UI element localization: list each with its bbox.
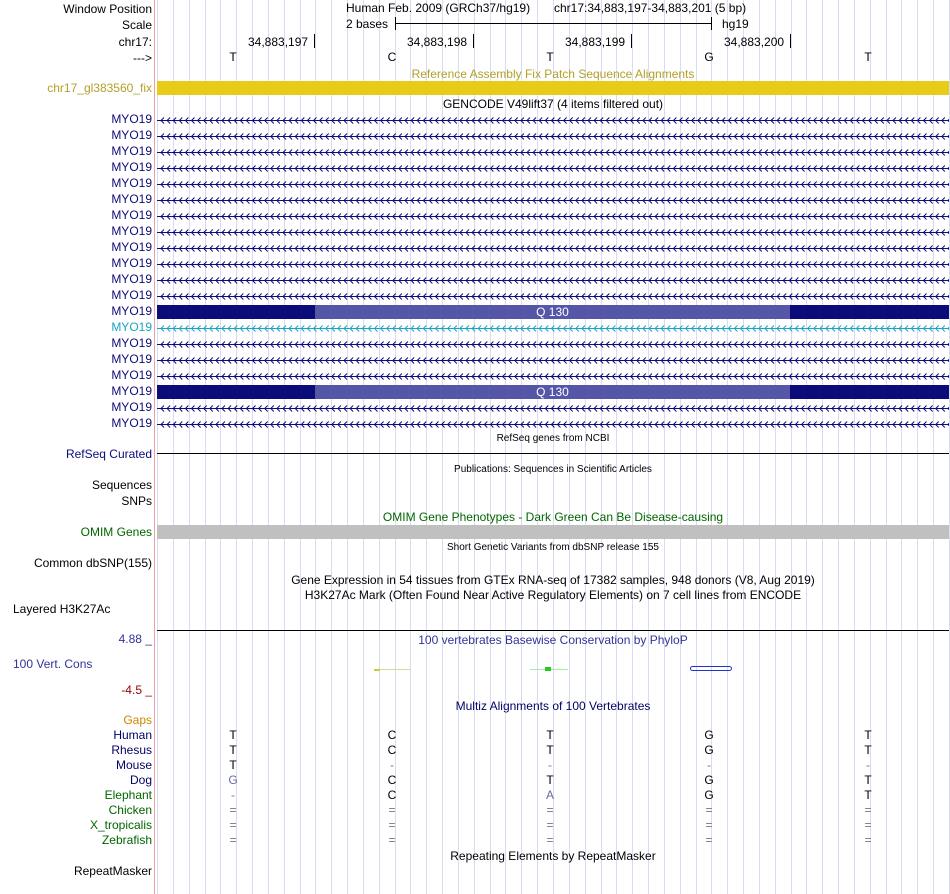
aligned-base: = bbox=[705, 833, 713, 847]
aligned-base: T bbox=[864, 728, 872, 742]
gencode-transcript-line[interactable] bbox=[157, 322, 949, 334]
scale-db: hg19 bbox=[722, 17, 749, 31]
species-label[interactable]: Chicken bbox=[108, 803, 152, 817]
omim-label[interactable]: OMIM Genes bbox=[80, 525, 152, 539]
aligned-base: = bbox=[705, 803, 713, 817]
scale-label: Scale bbox=[121, 18, 152, 32]
gencode-transcript-line[interactable] bbox=[157, 274, 949, 286]
gencode-transcript-line[interactable] bbox=[157, 114, 949, 126]
coord-tick-2 bbox=[473, 34, 474, 48]
ref-base-5: T bbox=[864, 50, 872, 64]
assembly-text: Human Feb. 2009 (GRCh37/hg19) bbox=[346, 1, 531, 15]
species-label[interactable]: X_tropicalis bbox=[89, 818, 152, 832]
gencode-gene-label[interactable]: MYO19 bbox=[111, 176, 152, 190]
gencode-exon-block[interactable] bbox=[157, 305, 949, 319]
gencode-transcript-line[interactable] bbox=[157, 370, 949, 382]
aligned-base: = bbox=[705, 818, 713, 832]
gencode-gene-label[interactable]: MYO19 bbox=[111, 160, 152, 174]
coord-tick-4 bbox=[790, 34, 791, 48]
phylop-label[interactable]: 100 Vert. Cons bbox=[13, 657, 93, 671]
gencode-transcript-line[interactable] bbox=[157, 146, 949, 158]
species-label[interactable]: Rhesus bbox=[111, 743, 152, 757]
aligned-base: = bbox=[229, 833, 237, 847]
gencode-transcript-line[interactable] bbox=[157, 242, 949, 254]
gencode-gene-label[interactable]: MYO19 bbox=[111, 144, 152, 158]
gencode-transcript-line[interactable] bbox=[157, 402, 949, 414]
fix-patch-label[interactable]: chr17_gl383560_fix bbox=[47, 81, 152, 95]
aligned-base: - bbox=[548, 758, 552, 772]
gencode-gene-label[interactable]: MYO19 bbox=[111, 208, 152, 222]
gencode-gene-label[interactable]: MYO19 bbox=[111, 192, 152, 206]
gencode-track-title[interactable]: GENCODE V49lift37 (4 items filtered out) bbox=[442, 97, 664, 111]
species-label[interactable]: Elephant bbox=[104, 788, 152, 802]
fix-patch-alignment-bar[interactable] bbox=[157, 81, 949, 95]
gencode-transcript-line[interactable] bbox=[157, 194, 949, 206]
refseq-gene-line[interactable] bbox=[157, 453, 949, 454]
aligned-base: = bbox=[546, 803, 554, 817]
gencode-gene-label[interactable]: MYO19 bbox=[111, 304, 152, 318]
position-text: chr17:34,883,197-34,883,201 (5 bp) bbox=[554, 1, 747, 15]
phylop-score-mark-4 bbox=[545, 667, 551, 671]
gencode-exon-block[interactable] bbox=[157, 385, 949, 399]
aligned-base: T bbox=[864, 743, 872, 757]
aligned-base: G bbox=[704, 788, 714, 802]
gencode-transcript-line[interactable] bbox=[157, 258, 949, 270]
aligned-base: T bbox=[546, 773, 554, 787]
ref-base-4: G bbox=[704, 50, 714, 64]
scale-bar-right-tick bbox=[711, 17, 712, 30]
gencode-transcript-line[interactable] bbox=[157, 130, 949, 142]
refseq-track-title[interactable]: RefSeq genes from NCBI bbox=[496, 433, 610, 444]
dbsnp-label[interactable]: Common dbSNP(155) bbox=[33, 556, 152, 570]
aligned-base: - bbox=[866, 758, 870, 772]
publications-track-title[interactable]: Publications: Sequences in Scientific Articles bbox=[454, 464, 652, 475]
aligned-base: T bbox=[546, 743, 554, 757]
gencode-transcript-line[interactable] bbox=[157, 290, 949, 302]
phylop-score-mark-5 bbox=[690, 666, 732, 671]
coord-tick-3 bbox=[631, 34, 632, 48]
scale-text: 2 bases bbox=[346, 17, 389, 31]
species-label[interactable]: Mouse bbox=[115, 758, 152, 772]
coord-3: 34,883,199 bbox=[565, 35, 626, 49]
aligned-base: C bbox=[387, 728, 397, 742]
gencode-gene-label[interactable]: MYO19 bbox=[111, 336, 152, 350]
aligned-base: - bbox=[231, 788, 235, 802]
aligned-base: = bbox=[229, 803, 237, 817]
gencode-gene-label[interactable]: MYO19 bbox=[111, 112, 152, 126]
gencode-gene-label[interactable]: MYO19 bbox=[111, 288, 152, 302]
aligned-base: T bbox=[229, 728, 237, 742]
gencode-transcript-line[interactable] bbox=[157, 338, 949, 350]
aligned-base: T bbox=[864, 773, 872, 787]
gaps-label[interactable]: Gaps bbox=[123, 713, 152, 727]
coord-4: 34,883,200 bbox=[724, 35, 785, 49]
aligned-base: - bbox=[390, 758, 394, 772]
gencode-gene-label[interactable]: MYO19 bbox=[111, 400, 152, 414]
aligned-base: C bbox=[387, 773, 397, 787]
scale-bar-left-tick bbox=[395, 17, 396, 30]
window-position-label: Window Position bbox=[63, 2, 152, 16]
aligned-base: G bbox=[704, 773, 714, 787]
aligned-base: T bbox=[546, 728, 554, 742]
gtex-track-title[interactable]: Gene Expression in 54 tissues from GTEx RNA-seq of 17382 samples, 948 donors (V8, Aug 2019) bbox=[291, 573, 815, 587]
aligned-base: = bbox=[864, 833, 872, 847]
gencode-gene-label[interactable]: MYO19 bbox=[111, 368, 152, 382]
gencode-gene-label[interactable]: MYO19 bbox=[111, 384, 152, 398]
aligned-base: = bbox=[546, 833, 554, 847]
snps-label[interactable]: SNPs bbox=[121, 494, 152, 508]
species-label[interactable]: Human bbox=[113, 728, 152, 742]
scale-bar bbox=[395, 23, 712, 24]
coord-2: 34,883,198 bbox=[407, 35, 468, 49]
gencode-transcript-line[interactable] bbox=[157, 354, 949, 366]
aligned-base: - bbox=[707, 758, 711, 772]
h3k27ac-baseline bbox=[157, 630, 949, 631]
gencode-gene-label[interactable]: MYO19 bbox=[111, 352, 152, 366]
aligned-base: C bbox=[387, 743, 397, 757]
gencode-transcript-line[interactable] bbox=[157, 178, 949, 190]
aligned-base: A bbox=[545, 788, 554, 802]
gencode-gene-label[interactable]: MYO19 bbox=[111, 320, 152, 334]
ref-base-1: T bbox=[229, 50, 237, 64]
aligned-base: = bbox=[546, 818, 554, 832]
codon-label: Q 130 bbox=[315, 385, 790, 399]
aligned-base: = bbox=[229, 818, 237, 832]
ref-base-3: T bbox=[546, 50, 554, 64]
aligned-base: T bbox=[864, 788, 872, 802]
phylop-score-mark-2 bbox=[374, 669, 380, 671]
coord-tick-1 bbox=[314, 34, 315, 48]
aligned-base: C bbox=[387, 788, 397, 802]
dbsnp-track-title[interactable]: Short Genetic Variants from dbSNP release 155 bbox=[447, 542, 659, 553]
gencode-transcript-line[interactable] bbox=[157, 418, 949, 430]
refseq-label[interactable]: RefSeq Curated bbox=[65, 447, 152, 461]
aligned-base: = bbox=[864, 818, 872, 832]
gencode-gene-label[interactable]: MYO19 bbox=[111, 224, 152, 238]
aligned-base: = bbox=[388, 803, 396, 817]
codon-label: Q 130 bbox=[315, 305, 790, 319]
gencode-gene-label[interactable]: MYO19 bbox=[111, 272, 152, 286]
aligned-base: = bbox=[388, 818, 396, 832]
repeatmasker-label[interactable]: RepeatMasker bbox=[73, 864, 152, 878]
species-label[interactable]: Dog bbox=[129, 773, 152, 787]
phylop-track-title[interactable]: 100 vertebrates Basewise Conservation by PhyloP bbox=[418, 633, 688, 647]
strand-label: ---> bbox=[133, 51, 152, 65]
ref-base-2: C bbox=[387, 50, 397, 64]
gencode-transcript-line[interactable] bbox=[157, 226, 949, 238]
gencode-transcript-line[interactable] bbox=[157, 162, 949, 174]
h3k27ac-track-title[interactable]: H3K27Ac Mark (Often Found Near Active Regulatory Elements) on 7 cell lines from ENCODE bbox=[304, 588, 802, 602]
chrom-label: chr17: bbox=[118, 35, 152, 49]
multiz-track-title[interactable]: Multiz Alignments of 100 Vertebrates bbox=[455, 699, 651, 713]
aligned-base: T bbox=[229, 758, 237, 772]
aligned-base: T bbox=[229, 743, 237, 757]
species-label[interactable]: Zebrafish bbox=[101, 833, 152, 847]
phylop-min-label: -4.5 _ bbox=[121, 683, 152, 697]
omim-phenotype-bar[interactable] bbox=[157, 525, 949, 539]
sequences-label[interactable]: Sequences bbox=[91, 478, 152, 492]
aligned-base: = bbox=[388, 833, 396, 847]
coord-1: 34,883,197 bbox=[248, 35, 309, 49]
aligned-base: G bbox=[704, 728, 714, 742]
gencode-gene-label[interactable]: MYO19 bbox=[111, 416, 152, 430]
h3k27ac-label[interactable]: Layered H3K27Ac bbox=[13, 602, 111, 616]
phylop-max-label: 4.88 _ bbox=[118, 632, 152, 646]
omim-track-title[interactable]: OMIM Gene Phenotypes - Dark Green Can Be Disease-causing bbox=[382, 510, 724, 524]
repeatmasker-track-title[interactable]: Repeating Elements by RepeatMasker bbox=[450, 849, 656, 863]
gencode-gene-label[interactable]: MYO19 bbox=[111, 128, 152, 142]
fix-patch-track-title[interactable]: Reference Assembly Fix Patch Sequence Alignments bbox=[411, 67, 695, 81]
aligned-base: G bbox=[704, 743, 714, 757]
gencode-transcript-line[interactable] bbox=[157, 210, 949, 222]
label-divider bbox=[154, 0, 155, 894]
aligned-base: = bbox=[864, 803, 872, 817]
gencode-gene-label[interactable]: MYO19 bbox=[111, 240, 152, 254]
gencode-gene-label[interactable]: MYO19 bbox=[111, 256, 152, 270]
aligned-base: G bbox=[228, 773, 238, 787]
